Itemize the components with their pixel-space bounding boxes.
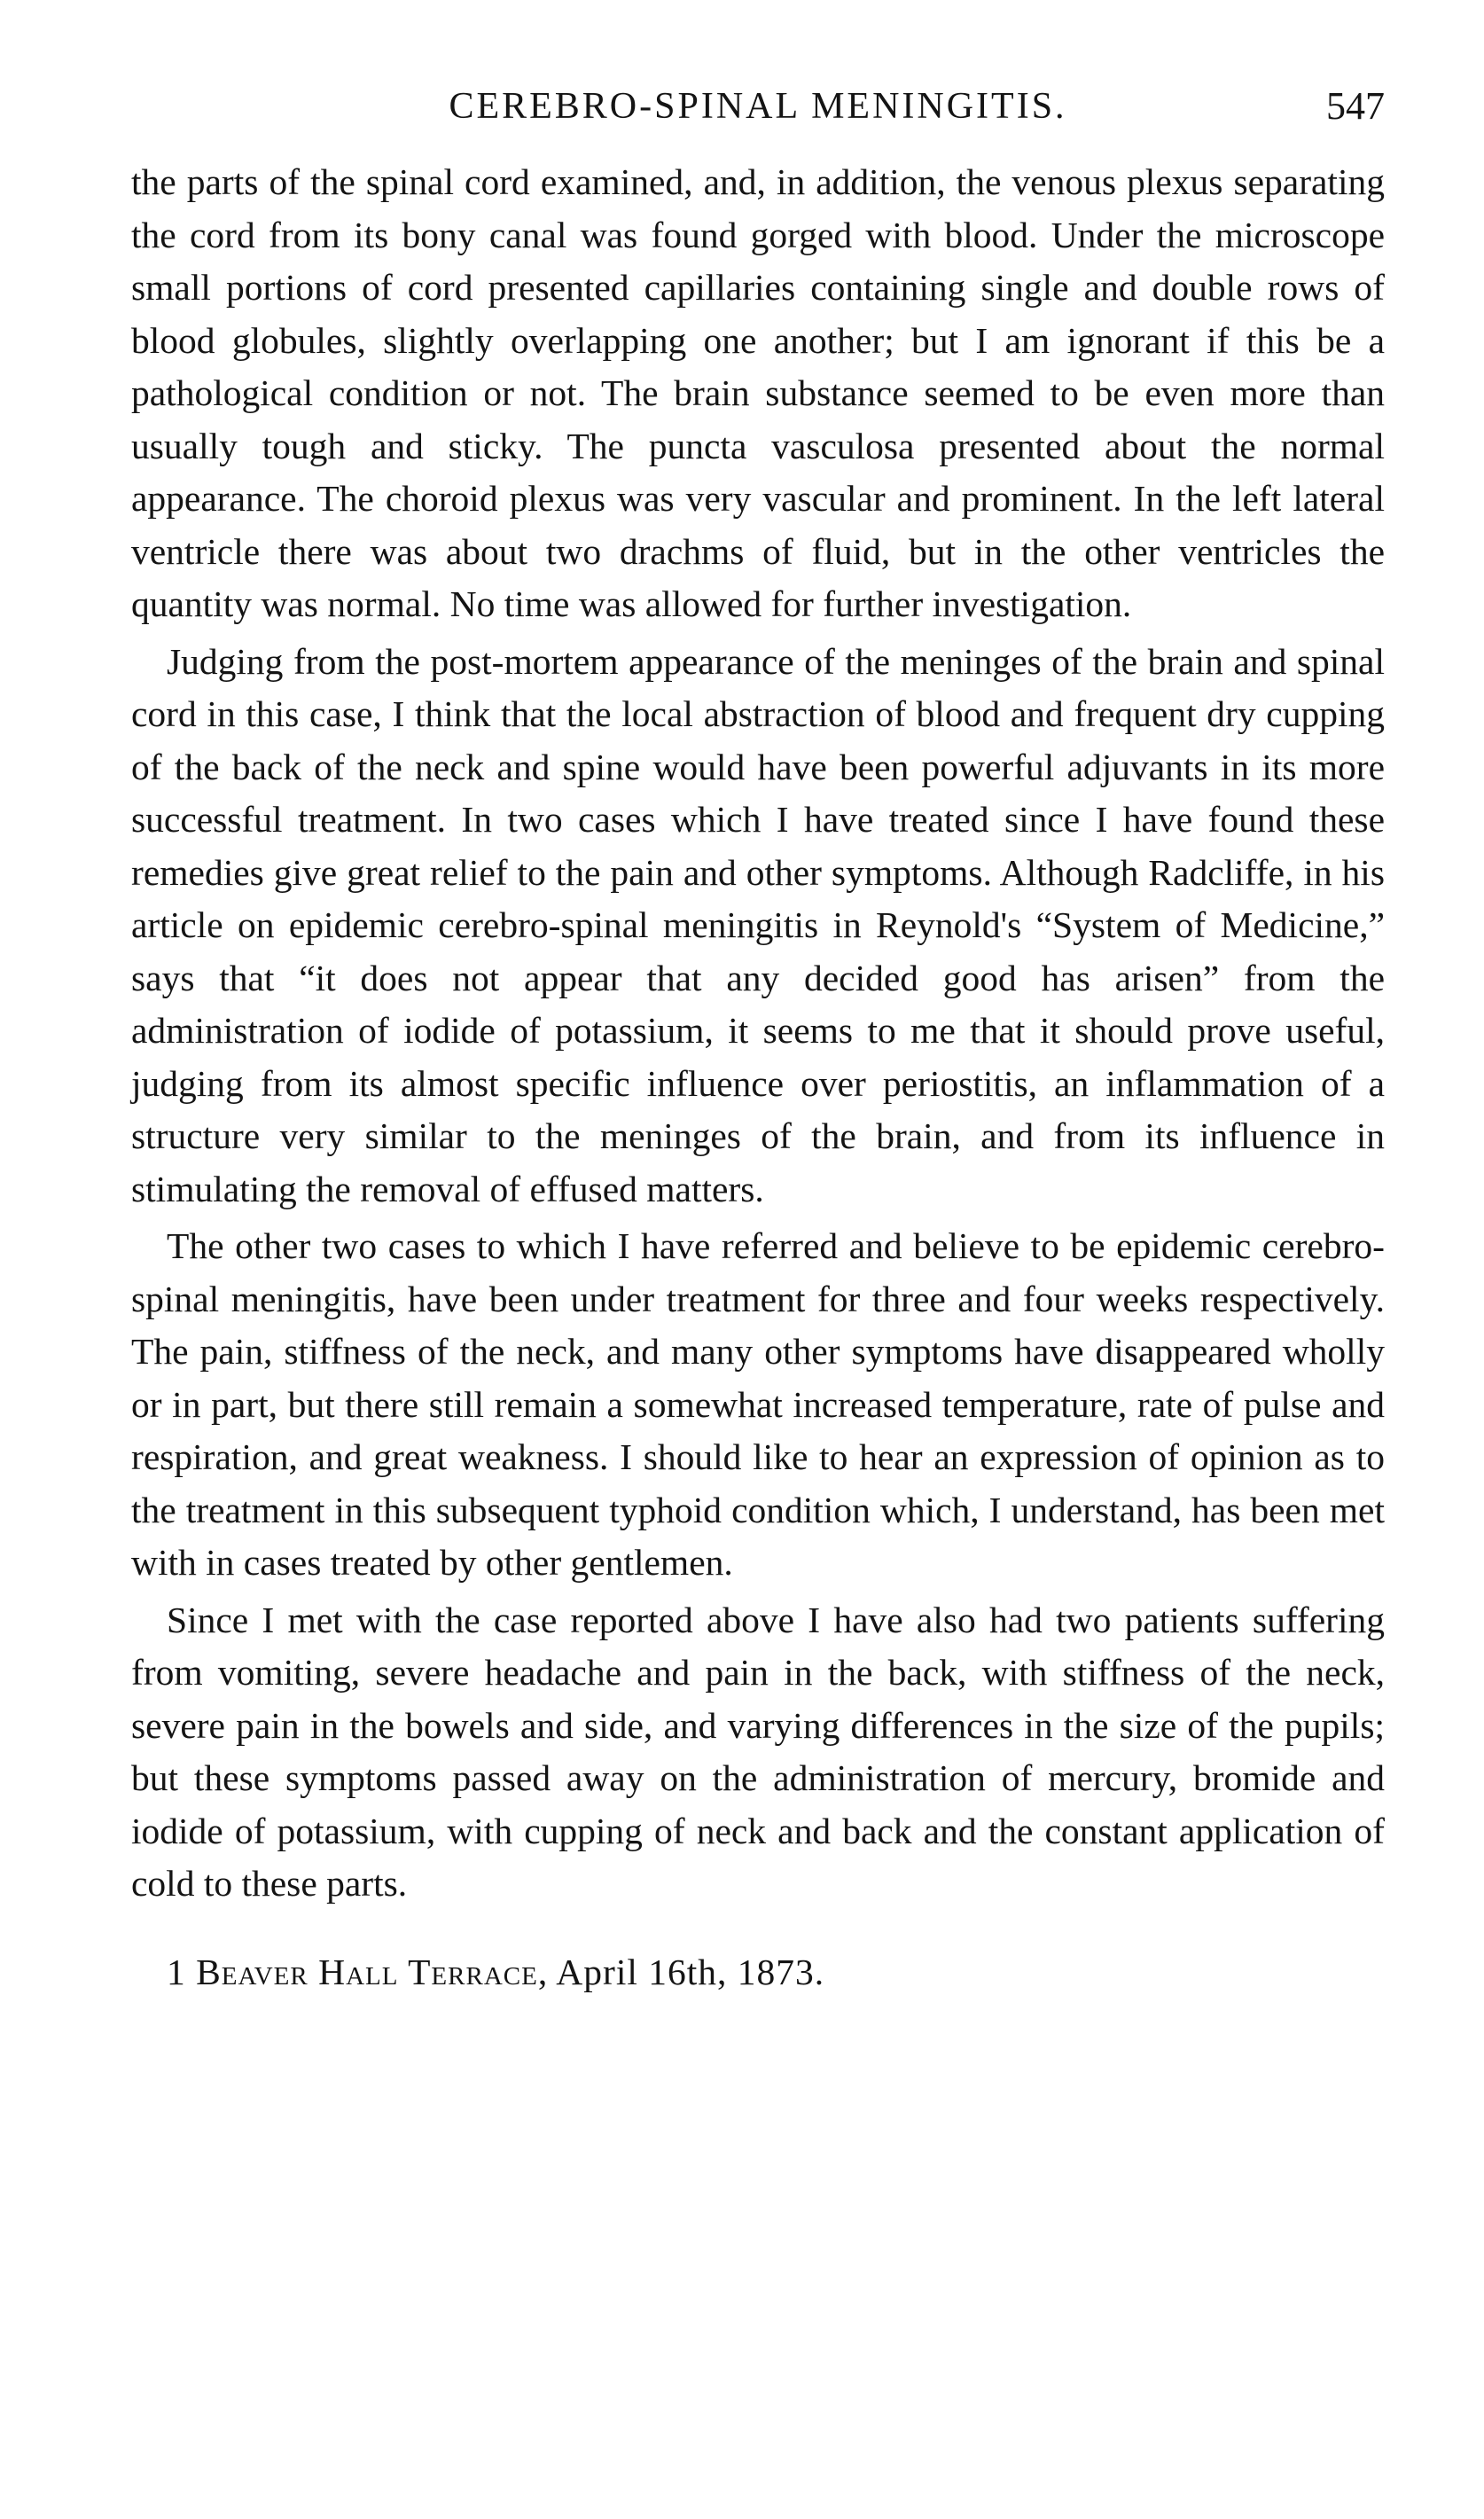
signoff (167, 1946, 1385, 1999)
paragraph-3: The other two cases to which I have referred and believe to be epidemic cerebro-spinal meningitis, have been under treatment for three and four weeks respectively. The pain, stiffness of the neck, and many other symptoms have disappeared wholly or in part, but there still remain a somewhat increased temperature, rate of pulse and respiration, and great weakness. I should like to hear an expression of opinion as to the treatment in this subsequent typhoid condition which, I understand, has been met with in cases treated by other gentlemen. (131, 1225, 1385, 1583)
signoff-address: 1 Beaver Hall Terrace, (167, 1951, 549, 1992)
paragraph-2: Judging from the post-mortem appearance of the meninges of the brain and spinal cord in this case, I think that the local abstraction of blood and frequent dry cupping of the back of the neck and spine would have been powerful adjuvants in its more successful treatment. In two cases which I have treated since I have found these remedies give great relief to the pain and other symptoms. Although Radcliffe, in his article on epidemic cerebro-spinal meningitis in Reynold's “System of Medicine,” says that “it does not appear that any decided good has arisen” from the administration of iodide of potassium, it seems to me that it should prove useful, judging from its almost specific influence over periostitis, an inflammation of a structure very similar to the meninges of the brain, and from its influence in stimulating the removal of effused matters. (131, 640, 1385, 1209)
running-title: CEREBRO-SPINAL MENINGITIS. (449, 86, 1067, 127)
page-number: 547 (1326, 84, 1385, 128)
paragraph-4: Since I met with the case reported above I have also had two patients suffering from vomiting, severe headache and pain in the back, with stiffness of the neck, severe pain in the bowels and side, and varying differences in the size of the pupils; but these symptoms passed away on the administration of mercury, bromide and iodide of potassium, with cupping of neck and back and the constant application of cold to these parts. (131, 1599, 1385, 1904)
body-text (131, 156, 1385, 1911)
paragraph-1: the parts of the spinal cord examined, and, in addition, the venous plexus separating the cord from its bony canal was found gorged with blood. Under the microscope small portions of cord presented capillaries containing single and double rows of blood globules, slightly overlapping one another; but I am ignorant if this be a pathological condition or not. The brain substance seemed to be even more than usually tough and sticky. The puncta vasculosa presented about the normal appearance. The choroid plexus was very vascular and prominent. In the left lateral ventricle there was about two drachms of fluid, but in the other ventricles the quantity was normal. No time was allowed for further investigation. (131, 161, 1385, 624)
signoff-date: April 16th, 1873. (556, 1951, 825, 1992)
running-header (131, 82, 1385, 138)
